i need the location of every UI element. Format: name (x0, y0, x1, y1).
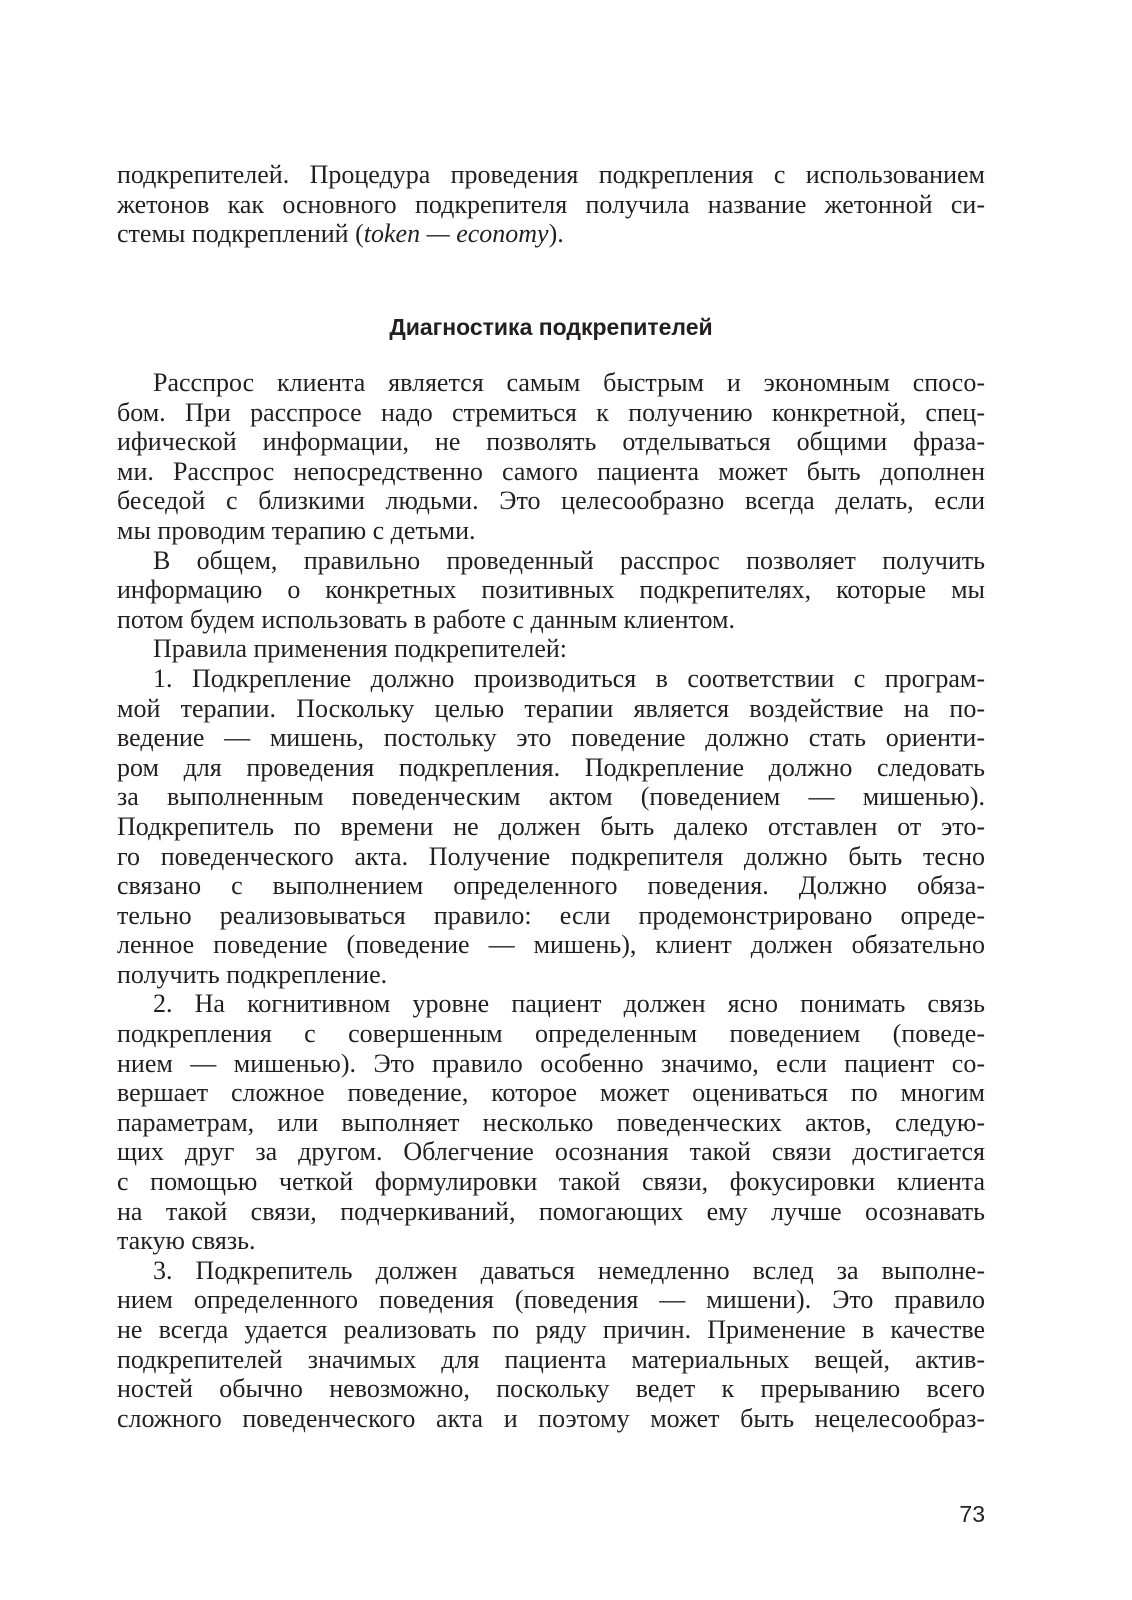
body-line: такую связь. (117, 1226, 256, 1256)
body-line: нием — мишенью). Это правило особенно значимо, если пациент со- (117, 1048, 985, 1078)
body-line: ленное поведение (поведение — мишень), клиент должен обязательно (117, 930, 985, 960)
intro-term-italic: token — economy (363, 219, 549, 249)
body-line: не всегда удается реализовать по ряду причин. Применение в качестве (117, 1315, 985, 1344)
body-line: ром для проведения подкрепления. Подкрепление должно следовать (117, 752, 985, 782)
body-line: подкрепителей значимых для пациента материальных вещей, актив- (117, 1344, 985, 1374)
body-line: ми. Расспрос непосредственно самого пациента может быть дополнен (117, 456, 985, 486)
body-line: го поведенческого акта. Получение подкрепителя должно быть тесно (117, 841, 985, 871)
body-line: ностей обычно невозможно, поскольку ведет к прерыванию всего (117, 1374, 985, 1404)
body-line: Подкрепитель по времени не должен быть далеко отставлен от это- (117, 811, 985, 841)
body-line: информацию о конкретных позитивных подкрепителях, которые мы (117, 575, 985, 605)
body-line: Правила применения подкрепителей: (153, 634, 568, 664)
body-line: на такой связи, подчеркиваний, помогающих ему лучше осознавать (117, 1196, 985, 1226)
body-line: щих друг за другом. Облегчение осознания такой связи достигается (117, 1137, 985, 1167)
body-line: 1. Подкрепление должно производиться в соответствии с програм- (153, 663, 985, 693)
body-line: тельно реализовываться правило: если продемонстрировано опреде- (117, 900, 985, 930)
section-body (117, 368, 985, 1433)
body-line: ифической информации, не позволять отделываться общими фраза- (117, 427, 985, 457)
intro-paragraph (117, 160, 985, 249)
body-line: бом. При расспросе надо стремиться к получению конкретной, спец- (117, 397, 985, 427)
body-line: 2. На когнитивном уровне пациент должен ясно понимать связь (153, 989, 985, 1019)
intro-line-2: жетонов как основного подкрепителя получила название жетонной си- (117, 189, 985, 219)
body-line: ведение — мишень, постольку это поведение должно стать ориенти- (117, 723, 985, 753)
intro-line-3 (117, 219, 985, 249)
intro-line-1: подкрепителей. Процедура проведения подкрепления с использованием (117, 160, 985, 189)
body-line: связано с выполнением определенного поведения. Должно обяза- (117, 871, 985, 901)
body-line: беседой с близкими людьми. Это целесообразно всегда делать, если (117, 486, 985, 516)
body-line: параметрам, или выполняет несколько поведенческих актов, следую- (117, 1107, 985, 1137)
body-line: 3. Подкрепитель должен даваться немедленно вслед за выполне- (153, 1255, 985, 1285)
body-line: Расспрос клиента является самым быстрым и экономным спосо- (153, 368, 985, 397)
body-line: с помощью четкой формулировки такой связи, фокусировки клиента (117, 1167, 985, 1197)
body-line: нием определенного поведения (поведения — мишени). Это правило (117, 1285, 985, 1315)
body-line: за выполненным поведенческим актом (поведением — мишенью). (117, 782, 985, 812)
body-line: потом будем использовать в работе с данным клиентом. (117, 604, 735, 634)
body-line: вершает сложное поведение, которое может оцениваться по многим (117, 1078, 985, 1108)
body-line: В общем, правильно проведенный расспрос позволяет получить (153, 545, 985, 575)
section-heading: Диагностика подкрепителей (389, 314, 713, 340)
body-line: мой терапии. Поскольку целью терапии является воздействие на по- (117, 693, 985, 723)
body-line: получить подкрепление. (117, 959, 388, 989)
body-line: мы проводим терапию с детьми. (117, 515, 476, 545)
body-line: подкрепления с совершенным определенным поведением (поведе- (117, 1019, 985, 1049)
body-line: сложного поведенческого акта и поэтому может быть нецелесообраз- (117, 1403, 985, 1433)
intro-line-3-start: стемы подкреплений ( (117, 219, 364, 249)
page-number: 73 (959, 1501, 985, 1527)
intro-line-3-end: ). (548, 219, 564, 249)
